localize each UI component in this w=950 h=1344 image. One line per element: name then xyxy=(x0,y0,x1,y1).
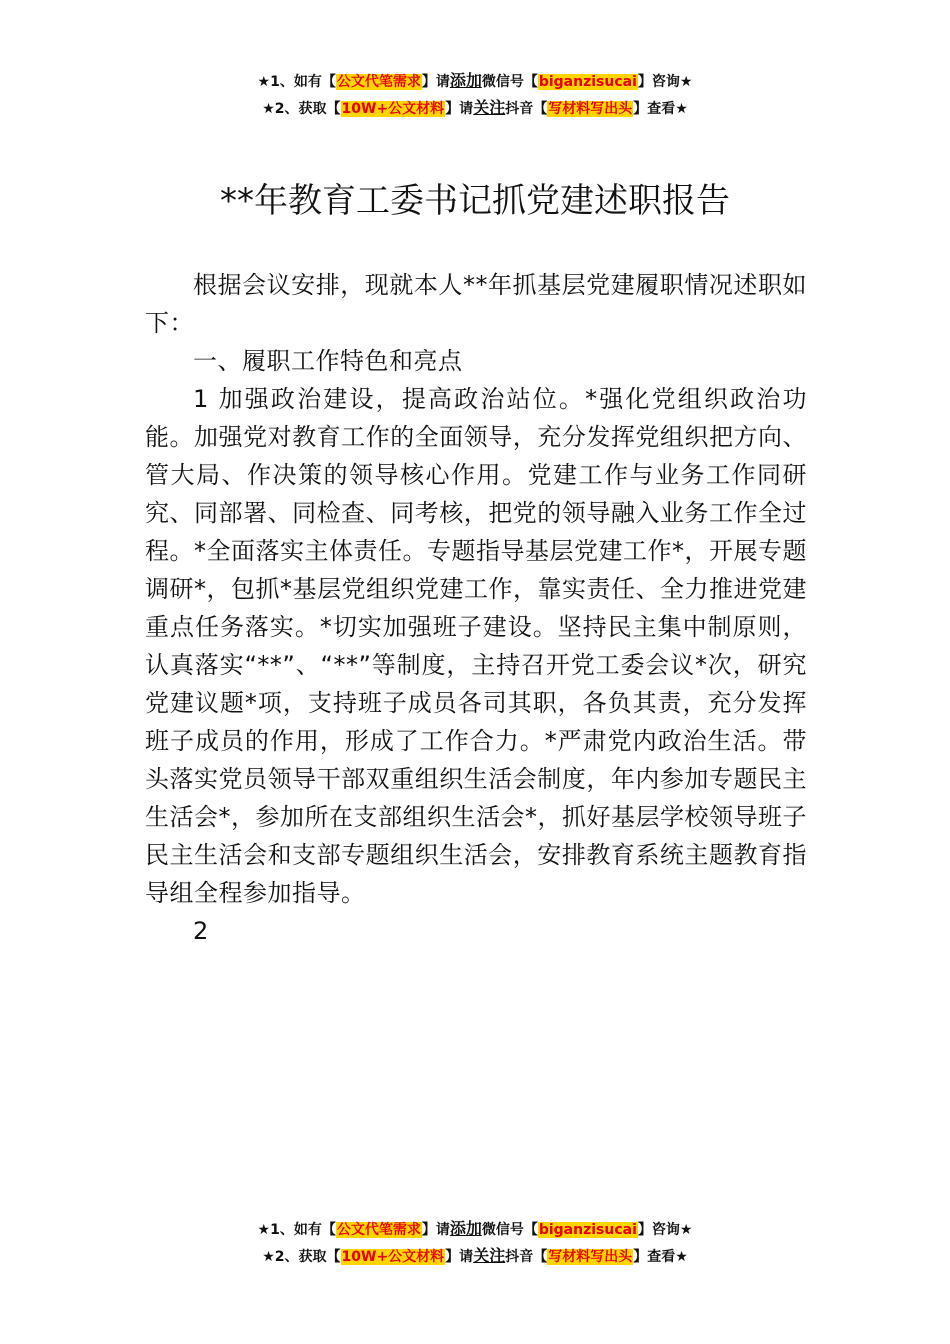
banner-highlight: 公文代笔需求 xyxy=(336,1222,421,1238)
banner-text: ★2、获取【 xyxy=(262,101,341,117)
banner-text: 微信号【 xyxy=(481,1222,538,1238)
banner-text: 】查看★ xyxy=(633,1249,688,1265)
banner-text: ★1、如有【 xyxy=(257,74,336,90)
banner-text: 】请 xyxy=(445,1249,474,1265)
banner-highlight: 写材料写出头 xyxy=(548,101,633,117)
banner-underline: 添加 xyxy=(449,71,482,90)
banner-text: 】查看★ xyxy=(633,101,688,117)
banner-text: 微信号【 xyxy=(481,74,538,90)
banner-text: 】请 xyxy=(445,101,474,117)
banner-line-1 xyxy=(0,1216,950,1243)
banner-text: 抖音【 xyxy=(505,1249,548,1265)
banner-underline: 关注 xyxy=(473,1246,506,1265)
banner-text: 】请 xyxy=(421,1222,450,1238)
bottom-banner xyxy=(0,1216,950,1270)
banner-text: 】咨询★ xyxy=(637,1222,693,1238)
banner-text: 】咨询★ xyxy=(637,74,693,90)
document-body xyxy=(145,266,807,950)
banner-line-2 xyxy=(0,1243,950,1270)
item-paragraph-2: 2 xyxy=(193,917,209,945)
top-banner xyxy=(0,68,950,122)
banner-underline: 添加 xyxy=(449,1219,482,1238)
banner-line-2 xyxy=(0,95,950,122)
section-heading: 一、履职工作特色和亮点 xyxy=(193,347,463,375)
item-paragraph-1: 1 加强政治建设，提高政治站位。*强化党组织政治功能。加强党对教育工作的全面领导，充分发挥党组织把方向、管大局、作决策的领导核心作用。党建工作与业务工作同研究、同部署、同检查、同考核，把党的领导融入业务工作全过程。*全面落实主体责任。专题指导基层党建工作*，开展专题调研*，包抓*基层党组织党建工作，靠实责任、全力推进党建重点任务落实。*切实加强班子建设。坚持民主集中制原则，认真落实“**”、“**”等制度，主持召开党工委会议*次，研究党建议题*项，支持班子成员各司其职，各负其责，充分发挥班子成员的作用，形成了工作合力。*严肃党内政治生活。带头落实党员领导干部双重组织生活会制度，年内参加专题民主生活会*，参加所在支部组织生活会*，抓好基层学校领导班子民主生活会和支部专题组织生活会，安排教育系统主题教育指导组全程参加指导。 xyxy=(145,385,807,907)
banner-highlight: 10W+公文材料 xyxy=(341,101,445,117)
banner-text: 抖音【 xyxy=(505,101,548,117)
banner-text: ★1、如有【 xyxy=(257,1222,336,1238)
document-title: **年教育工委书记抓党建述职报告 xyxy=(220,181,730,221)
banner-highlight: biganzisucai xyxy=(538,1222,637,1238)
banner-line-1 xyxy=(0,68,950,95)
banner-highlight: biganzisucai xyxy=(538,74,637,90)
banner-highlight: 写材料写出头 xyxy=(548,1249,633,1265)
banner-highlight: 公文代笔需求 xyxy=(336,74,421,90)
intro-paragraph: 根据会议安排，现就本人**年抓基层党建履职情况述职如下： xyxy=(145,271,807,337)
banner-text: 】请 xyxy=(421,74,450,90)
banner-highlight: 10W+公文材料 xyxy=(341,1249,445,1265)
banner-text: ★2、获取【 xyxy=(262,1249,341,1265)
banner-underline: 关注 xyxy=(473,98,506,117)
